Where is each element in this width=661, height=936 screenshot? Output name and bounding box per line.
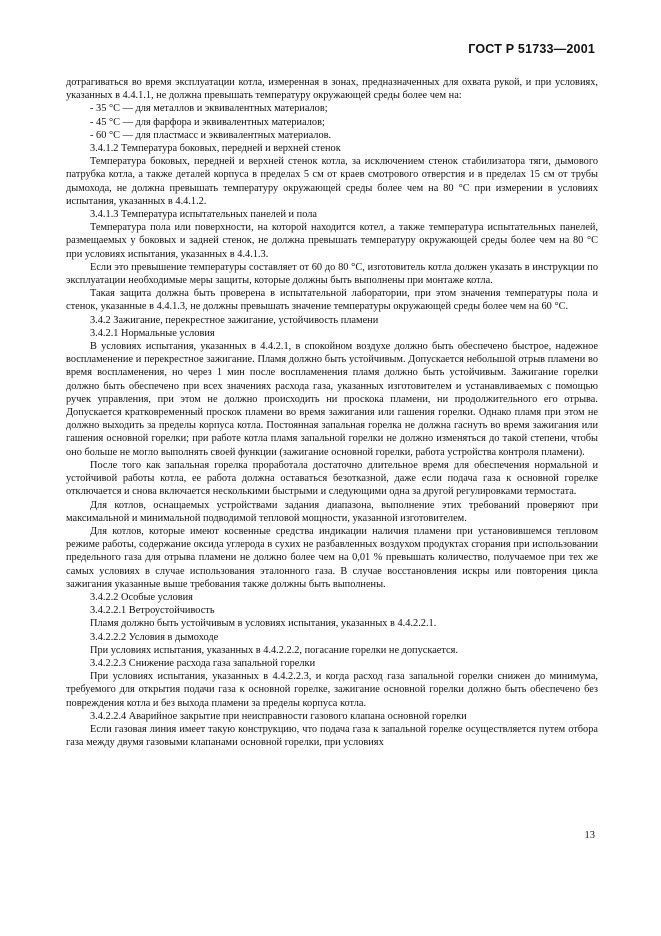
paragraph: Температура пола или поверхности, на которой находится котел, а также температура испытательных панелей, размещаемых у боковых и задней стенок, не должна превышать температуру окружающей среды более чем на 80 °С при условиях испытания, указанных в 4.4.1.3. bbox=[66, 222, 598, 260]
paragraph: После того как запальная горелка проработала достаточно длительное время для обеспечения нормальной и устойчивой работы котла, ее работа должна оставаться безотказной, даже если подача газа к основной горелке отключается и снова включается несколькими быстрыми и следующими одна за другой регулировками термостата. bbox=[66, 459, 598, 498]
paragraph: Пламя должно быть устойчивым в условиях испытания, указанных в 4.4.2.2.1. bbox=[90, 618, 437, 630]
paragraph: При условиях испытания, указанных в 4.4.2.2.3, и когда расход газа запальной горелки снижен до минимума, требуемого для открытия подачи газа к основной горелке, зажигание основной горелки должно быть обеспечено без повреждения котла и без выхода пламени за пределы корпуса котла. bbox=[66, 671, 598, 709]
paragraph: дотрагиваться во время эксплуатации котла, измеренная в зонах, предназначенных для охвата рукой, и при условиях, указанных в 4.4.1.1, не должна превышать температуру окружающей среды более чем на: bbox=[66, 77, 598, 102]
document-body bbox=[66, 76, 598, 749]
paragraph: 3.4.2.1 Нормальные условия bbox=[90, 327, 215, 339]
paragraph: 3.4.2.2.4 Аварийное закрытие при неисправности газового клапана основной горелки bbox=[90, 710, 467, 722]
paragraph: - 35 °С — для металлов и эквивалентных материалов; bbox=[90, 103, 328, 115]
paragraph: 3.4.2.2.2 Условия в дымоходе bbox=[90, 631, 219, 643]
paragraph: 3.4.2.2.3 Снижение расхода газа запальной горелки bbox=[90, 657, 316, 669]
paragraph: Если газовая линия имеет такую конструкцию, что подача газа к запальной горелке осуществляется путем отбора газа между двумя газовыми клапанами основной горелки, при условиях bbox=[66, 723, 598, 749]
paragraph: Для котлов, оснащаемых устройствами задания диапазона, выполнение этих требований проверяют при максимальной и минимальной подводимой тепловой мощности, указанной изготовителем. bbox=[66, 499, 598, 524]
paragraph: 3.4.1.2 Температура боковых, передней и верхней стенок bbox=[90, 143, 341, 155]
paragraph: 3.4.2 Зажигание, перекрестное зажигание, устойчивость пламени bbox=[90, 314, 379, 326]
paragraph: - 45 °С — для фарфора и эквивалентных материалов; bbox=[90, 116, 325, 128]
paragraph: Для котлов, которые имеют косвенные средства индикации наличия пламени при установившемся тепловом режиме работы, содержание оксида углерода в сухих не разбавленных воздухом продуктах сгорания при использовании предельного газа для отрыва пламени не должно более чем на 0,01 % превышать количество, получаемое при тех же самых условиях в случае использования эталонного газа. В случае восстановления искры или повторения цикла зажигания указанные выше требования также должны быть выполнены. bbox=[66, 525, 598, 590]
paragraph: Если это превышение температуры составляет от 60 до 80 °С, изготовитель котла должен указать в инструкции по эксплуатации необходимые меры защиты, которые должны быть выполнены при монтаже котла. bbox=[66, 261, 598, 287]
paragraph: 3.4.2.2 Особые условия bbox=[90, 591, 193, 603]
paragraph: - 60 °С — для пластмасс и эквивалентных материалов. bbox=[90, 129, 332, 141]
paragraph: Такая защита должна быть проверена в испытательной лаборатории, при этом значения температуры пола и стенок, указанные в 4.4.1.3, не должны превышать значение температуры окружающей среды более чем на 60 °С. bbox=[66, 288, 598, 313]
paragraph: Температура боковых, передней и верхней стенок котла, за исключением стенок стабилизатора тяги, дымового патрубка котла, а также деталей корпуса в пределах 5 см от краев смотрового отверстия и в пределах 15 см от трубы дымохода, не должна превышать температуру окружающей среды более чем на 80 °С при измерении в условиях испытания, указанных в 4.4.1.2. bbox=[66, 156, 598, 207]
paragraph: При условиях испытания, указанных в 4.4.2.2.2, погасание горелки не допускается. bbox=[90, 644, 458, 656]
document-standard-header: ГОСТ Р 51733—2001 bbox=[468, 42, 595, 56]
page-number: 13 bbox=[584, 830, 595, 841]
paragraph: 3.4.1.3 Температура испытательных панелей и пола bbox=[90, 209, 318, 221]
paragraph: 3.4.2.2.1 Ветроустойчивость bbox=[90, 605, 215, 617]
paragraph: В условиях испытания, указанных в 4.4.2.1, в спокойном воздухе должно быть обеспечено быстрое, надежное воспламенение и перекрестное зажигание. Пламя должно быть устойчивым. Допускается небольшой отрыв пламени во время воспламенения, но через 1 мин после воспламенения пламя должно быть устойчивым. Зажигание горелки должно быть обеспечено при всех значениях расхода газа, указанных изготовителем и устанавливаемых с помощью ручек управления, при этом не должно происходить ни проскока пламени, ни продолжительного его отрыва. Допускается кратковременный проскок пламени во время зажигания или гашения горелки. Однако пламя при этом не должно выходить за пределы корпуса котла. Постоянная запальная горелка не должна гаснуть во время зажигания или гашения основной горелки; при работе котла пламя запальной горелки не должно изменяться до такой степени, чтобы оно больше не могло выполнять своей функции (зажигание основной горелки, работа устройства контроля пламени). bbox=[66, 341, 598, 458]
